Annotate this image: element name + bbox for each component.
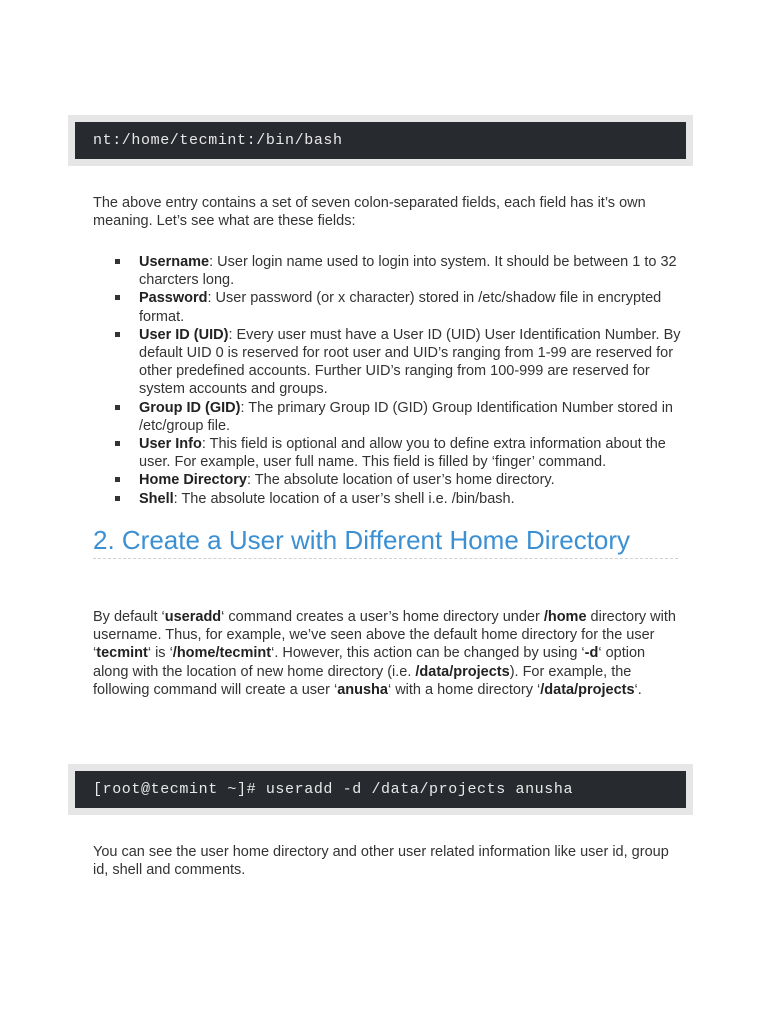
outro-paragraph: You can see the user home directory and other user related information like user id, group id, shell and comments. — [93, 844, 669, 879]
field-desc: : The absolute location of user’s home directory. — [246, 472, 555, 489]
field-name: Home Directory — [139, 472, 247, 489]
bullet-icon — [115, 405, 120, 410]
text-span: ‘ command creates a user’s home directory under — [221, 609, 544, 625]
code-text: nt:/home/tecmint:/bin/bash — [75, 122, 686, 159]
code-block-useradd-command — [68, 764, 693, 815]
field-name: Password — [139, 290, 208, 307]
text-span: ). For example, the following command will create a user ‘ — [93, 663, 632, 698]
field-name: User ID (UID) — [139, 326, 229, 343]
bullet-icon — [115, 295, 120, 300]
list-item — [115, 435, 685, 471]
field-desc: : The absolute location of a user’s shell i.e. /bin/bash. — [173, 490, 515, 507]
text-span: ‘. However, this action can be changed by using ‘ — [271, 645, 585, 662]
text-span: By default ‘ — [93, 609, 165, 625]
text-span: ‘. — [634, 681, 642, 698]
list-item — [115, 399, 685, 435]
bold-term: anusha — [337, 681, 388, 698]
field-desc: : Every user must have a User ID (UID) User Identification Number. By default UID 0 is reserved for root user and UID’s ranging from 1-99 are reserved for other predefined accounts. Further UID’s ranging from 100-999 are reserved for system accounts and groups. — [139, 326, 681, 398]
intro-paragraph: The above entry contains a set of seven colon-separated fields, each field has it’s own meaning. Let’s see what are these fields: — [93, 195, 646, 230]
bold-term: /data/projects — [415, 663, 510, 680]
text-span: ‘ option along with the location of new home directory (i.e. — [93, 645, 646, 680]
field-desc: : This field is optional and allow you to define extra information about the user. For example, user full name. This field is filled by ‘finger’ command. — [139, 436, 666, 471]
field-name: Group ID (GID) — [139, 399, 241, 416]
text-span: ‘ is ‘ — [147, 645, 173, 662]
bullet-icon — [115, 259, 120, 264]
list-item — [115, 289, 685, 325]
bold-term: tecmint — [96, 645, 148, 662]
field-desc: : User password (or x character) stored in /etc/shadow file in encrypted format. — [139, 290, 662, 325]
field-name: Shell — [139, 490, 174, 507]
list-item — [115, 326, 685, 399]
bold-term: /data/projects — [540, 681, 635, 698]
bold-term: /home/tecmint — [172, 645, 272, 662]
bullet-icon — [115, 496, 120, 501]
field-desc: : The primary Group ID (GID) Group Identification Number stored in /etc/group file. — [139, 399, 673, 434]
section-heading: 2. Create a User with Different Home Directory — [93, 524, 678, 559]
fields-list — [115, 253, 685, 508]
code-text: [root@tecmint ~]# useradd -d /data/projects anusha — [75, 771, 686, 808]
bullet-icon — [115, 477, 120, 482]
bullet-icon — [115, 332, 120, 337]
bullet-icon — [115, 441, 120, 446]
code-block-passwd-entry — [68, 115, 693, 166]
bold-term: -d — [584, 645, 599, 662]
field-name: Username — [139, 254, 210, 270]
list-item — [115, 471, 685, 489]
bold-term: useradd — [164, 609, 222, 625]
field-desc: : User login name used to login into system. It should be between 1 to 32 charcters long. — [139, 254, 677, 289]
list-item — [115, 253, 685, 289]
field-name: User Info — [139, 436, 202, 453]
bold-term: /home — [543, 609, 587, 625]
list-item — [115, 490, 685, 508]
text-span: ‘ with a home directory ‘ — [387, 681, 541, 698]
text-span: directory with username. Thus, for example, we’ve seen above the default home directory for the user ‘ — [93, 609, 676, 662]
body-paragraph — [93, 608, 683, 699]
